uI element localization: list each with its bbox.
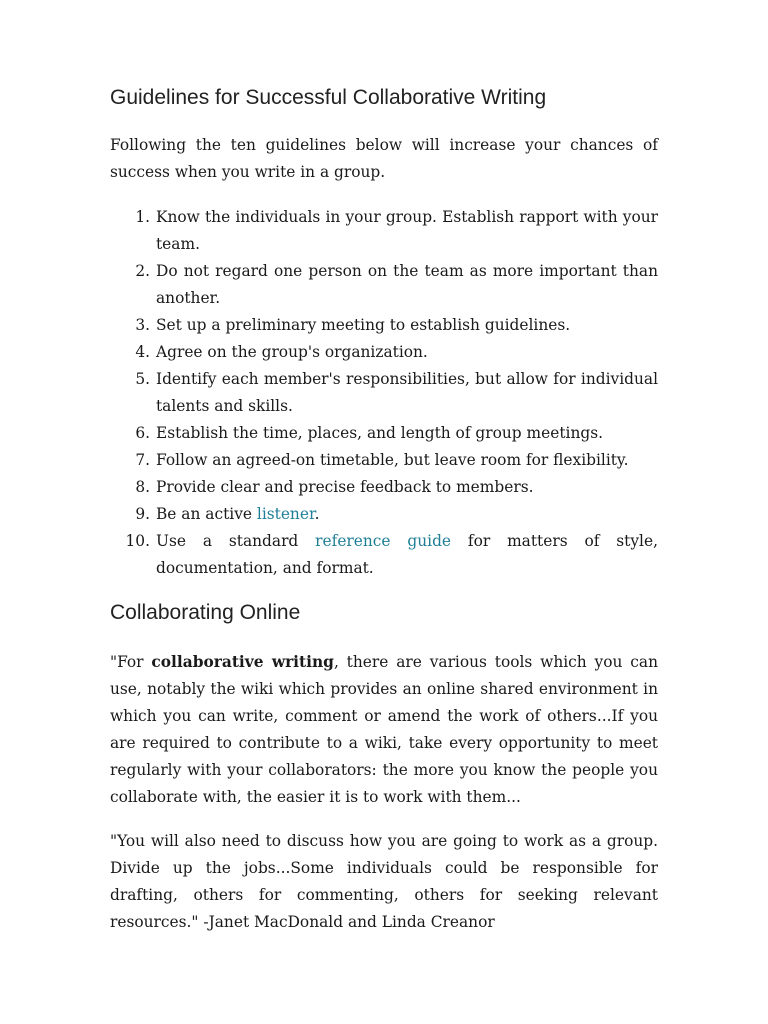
list-item-text: Agree on the group's organization.	[156, 343, 428, 361]
list-item-text: Set up a preliminary meeting to establish guidelines.	[156, 316, 571, 334]
list-number: 5.	[135, 370, 150, 388]
list-number: 4.	[135, 343, 150, 361]
list-item	[110, 366, 658, 420]
list-item-text: Know the individuals in your group. Establish rapport with your team.	[156, 208, 658, 253]
page-title: Guidelines for Successful Collaborative Writing	[110, 86, 547, 109]
list-number: 3.	[135, 316, 150, 334]
bold-term: collaborative writing	[151, 653, 334, 671]
list-item	[110, 420, 658, 447]
list-number: 1.	[135, 208, 150, 226]
list-item-text: Provide clear and precise feedback to members.	[156, 478, 534, 496]
list-item	[110, 474, 658, 501]
list-item	[110, 312, 658, 339]
list-item	[110, 528, 658, 582]
list-item-after: for matters of style, documentation, and format.	[156, 532, 658, 577]
intro-paragraph: Following the ten guidelines below will increase your chances of success when you write in a group.	[110, 136, 658, 181]
list-number: 10.	[125, 532, 150, 550]
para-text-after: , there are various tools which you can use, notably the wiki which provides an online shared environment in which you can write, comment or amend the work of others...If you are required to contribute to a wiki, take every opportunity to meet regularly with your collaborators: the more you know the people you collaborate with, the easier it is to work with them...	[110, 653, 658, 806]
list-item-before: Use a standard	[156, 532, 316, 550]
list-item	[110, 501, 658, 528]
list-number: 8.	[135, 478, 150, 496]
list-number: 7.	[135, 451, 150, 469]
guidelines-list	[110, 204, 658, 582]
quote-paragraph-2: "You will also need to discuss how you are going to work as a group. Divide up the jobs...Some individuals could be responsible for drafting, others for commenting, others for seeking relevant resources." -Janet MacDonald and Linda Creanor	[110, 832, 658, 931]
list-item	[110, 447, 658, 474]
list-number: 2.	[135, 262, 150, 280]
list-number: 6.	[135, 424, 150, 442]
para-text-before: "For	[110, 653, 152, 671]
list-number: 9.	[135, 505, 150, 523]
listener-link[interactable]: listener	[256, 505, 315, 523]
reference-guide-link[interactable]: reference guide	[315, 532, 452, 550]
list-item-text: Follow an agreed-on timetable, but leave room for flexibility.	[156, 451, 629, 469]
list-item	[110, 258, 658, 312]
list-item-text: Establish the time, places, and length of group meetings.	[156, 424, 604, 442]
section-heading-collaborating-online: Collaborating Online	[110, 601, 301, 624]
list-item	[110, 339, 658, 366]
list-item-after: .	[314, 505, 320, 523]
list-item	[110, 204, 658, 258]
list-item-text: Do not regard one person on the team as more important than another.	[156, 262, 658, 307]
list-item-text: Identify each member's responsibilities, but allow for individual talents and skills.	[156, 370, 658, 415]
quote-paragraph-1	[110, 649, 658, 811]
list-item-before: Be an active	[156, 505, 257, 523]
